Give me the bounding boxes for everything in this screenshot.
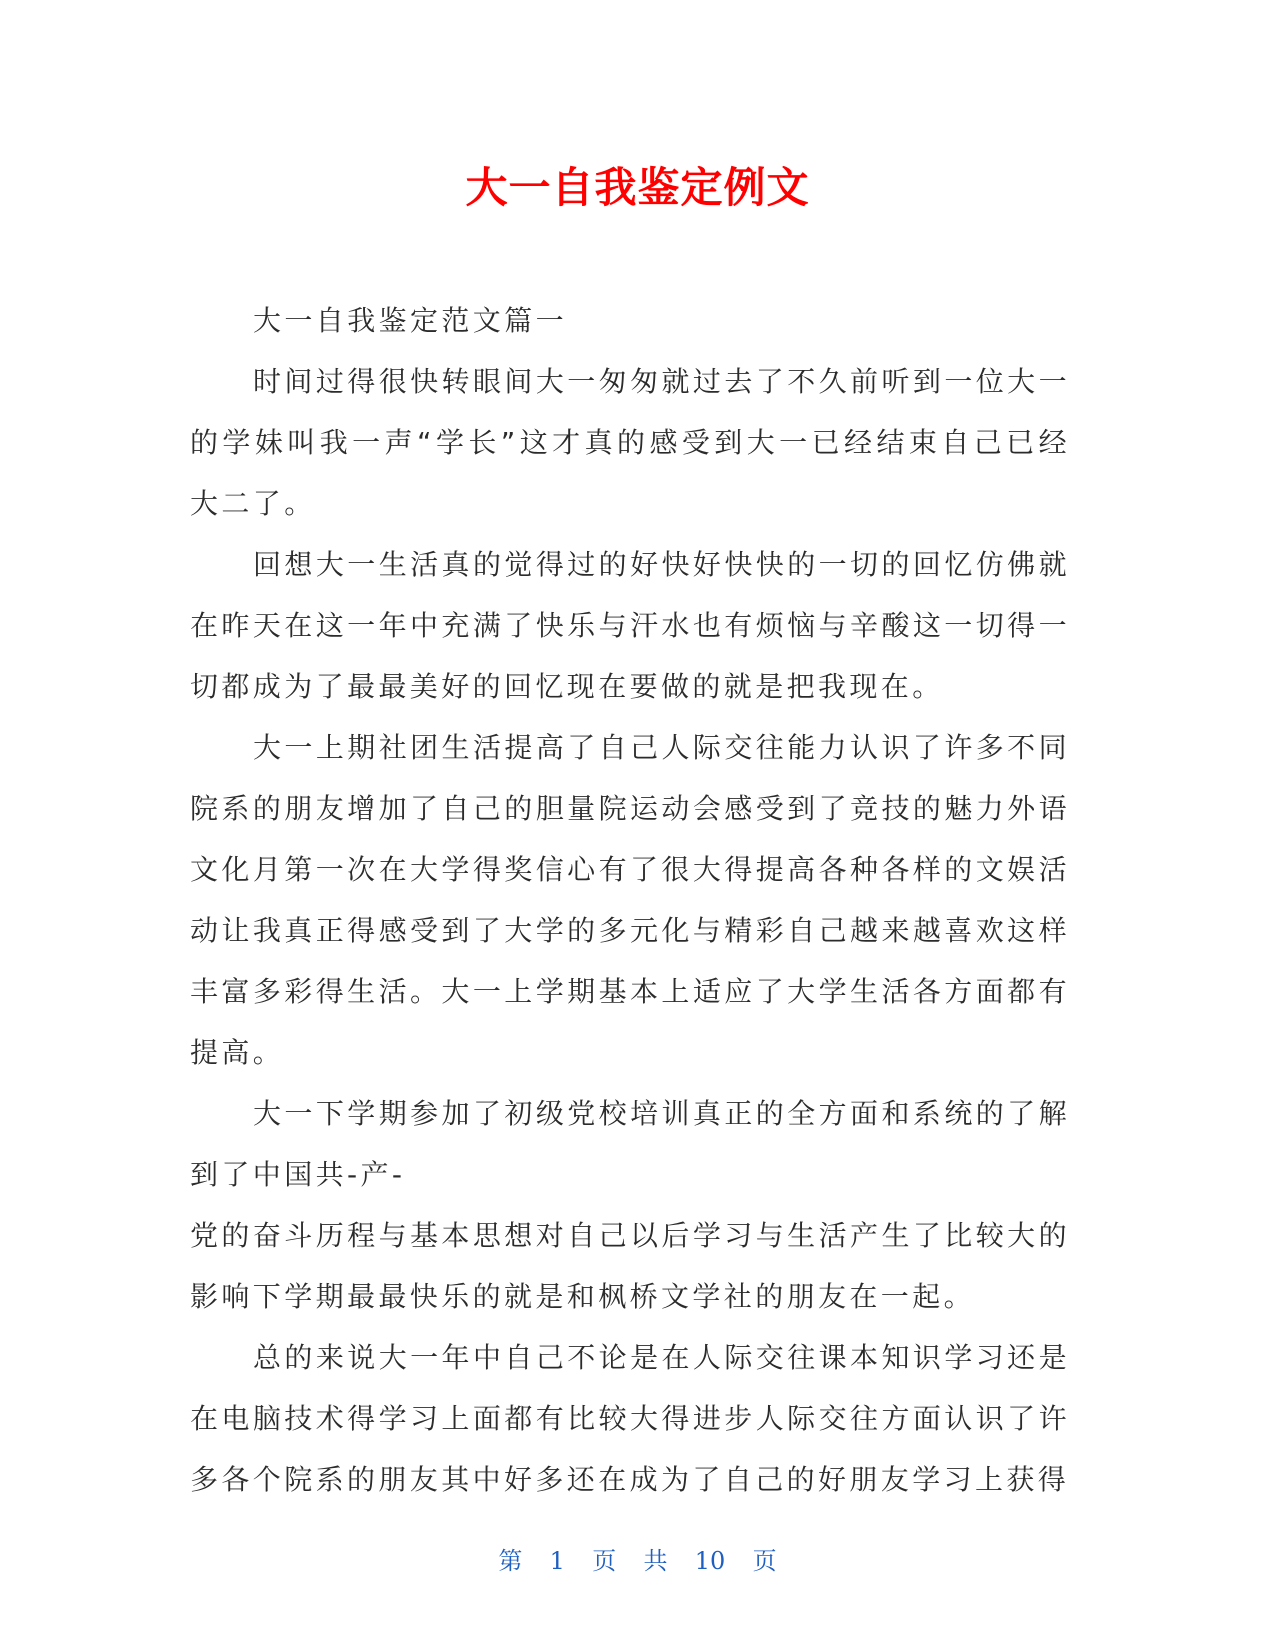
footer-total-prefix: 共 xyxy=(643,1547,668,1575)
section-heading: 大一自我鉴定范文篇一 xyxy=(253,304,568,337)
paragraph: 大一上期社团生活提高了自己人际交往能力认识了许多不同院系的朋友增加了自己的胆量院运动会感受到了竞技的魅力外语文化月第一次在大学得奖信心有了很大得提高各种各样的文娱活动让我真正得感受到了大学的多元化与精彩自己越来越喜欢这样丰富多彩得生活。大一上学期基本上适应了大学生活各方面都有提高。 xyxy=(190,731,1070,1069)
paragraph: 总的来说大一年中自己不论是在人际交往课本知识学习还是在电脑技术得学习上面都有比较大得进步人际交往方面认识了许多各个院系的朋友其中好多还在成为了自己的好朋友学习上获得 xyxy=(190,1341,1070,1496)
footer-current-page: 1 xyxy=(549,1547,565,1575)
footer-total-suffix: 页 xyxy=(752,1547,777,1575)
document-body xyxy=(190,290,1070,1510)
footer-prefix: 第 xyxy=(498,1547,523,1575)
paragraph-continued: 党的奋斗历程与基本思想对自己以后学习与生活产生了比较大的影响下学期最最快乐的就是和枫桥文学社的朋友在一起。 xyxy=(190,1219,1070,1313)
paragraph: 大一下学期参加了初级党校培训真正的全方面和系统的了解到了中国共-产- xyxy=(190,1097,1070,1191)
paragraph: 时间过得很快转眼间大一匆匆就过去了不久前听到一位大一的学妹叫我一声“学长”这才真的感受到大一已经结束自己已经大二了。 xyxy=(190,365,1070,520)
footer-total-pages: 10 xyxy=(694,1547,726,1575)
document-title: 大一自我鉴定例文 xyxy=(465,163,810,212)
page-number-footer xyxy=(0,1545,1275,1577)
footer-page-label: 页 xyxy=(592,1547,617,1575)
paragraph: 回想大一生活真的觉得过的好快好快快的一切的回忆仿佛就在昨天在这一年中充满了快乐与汗水也有烦恼与辛酸这一切得一切都成为了最最美好的回忆现在要做的就是把我现在。 xyxy=(190,548,1070,703)
